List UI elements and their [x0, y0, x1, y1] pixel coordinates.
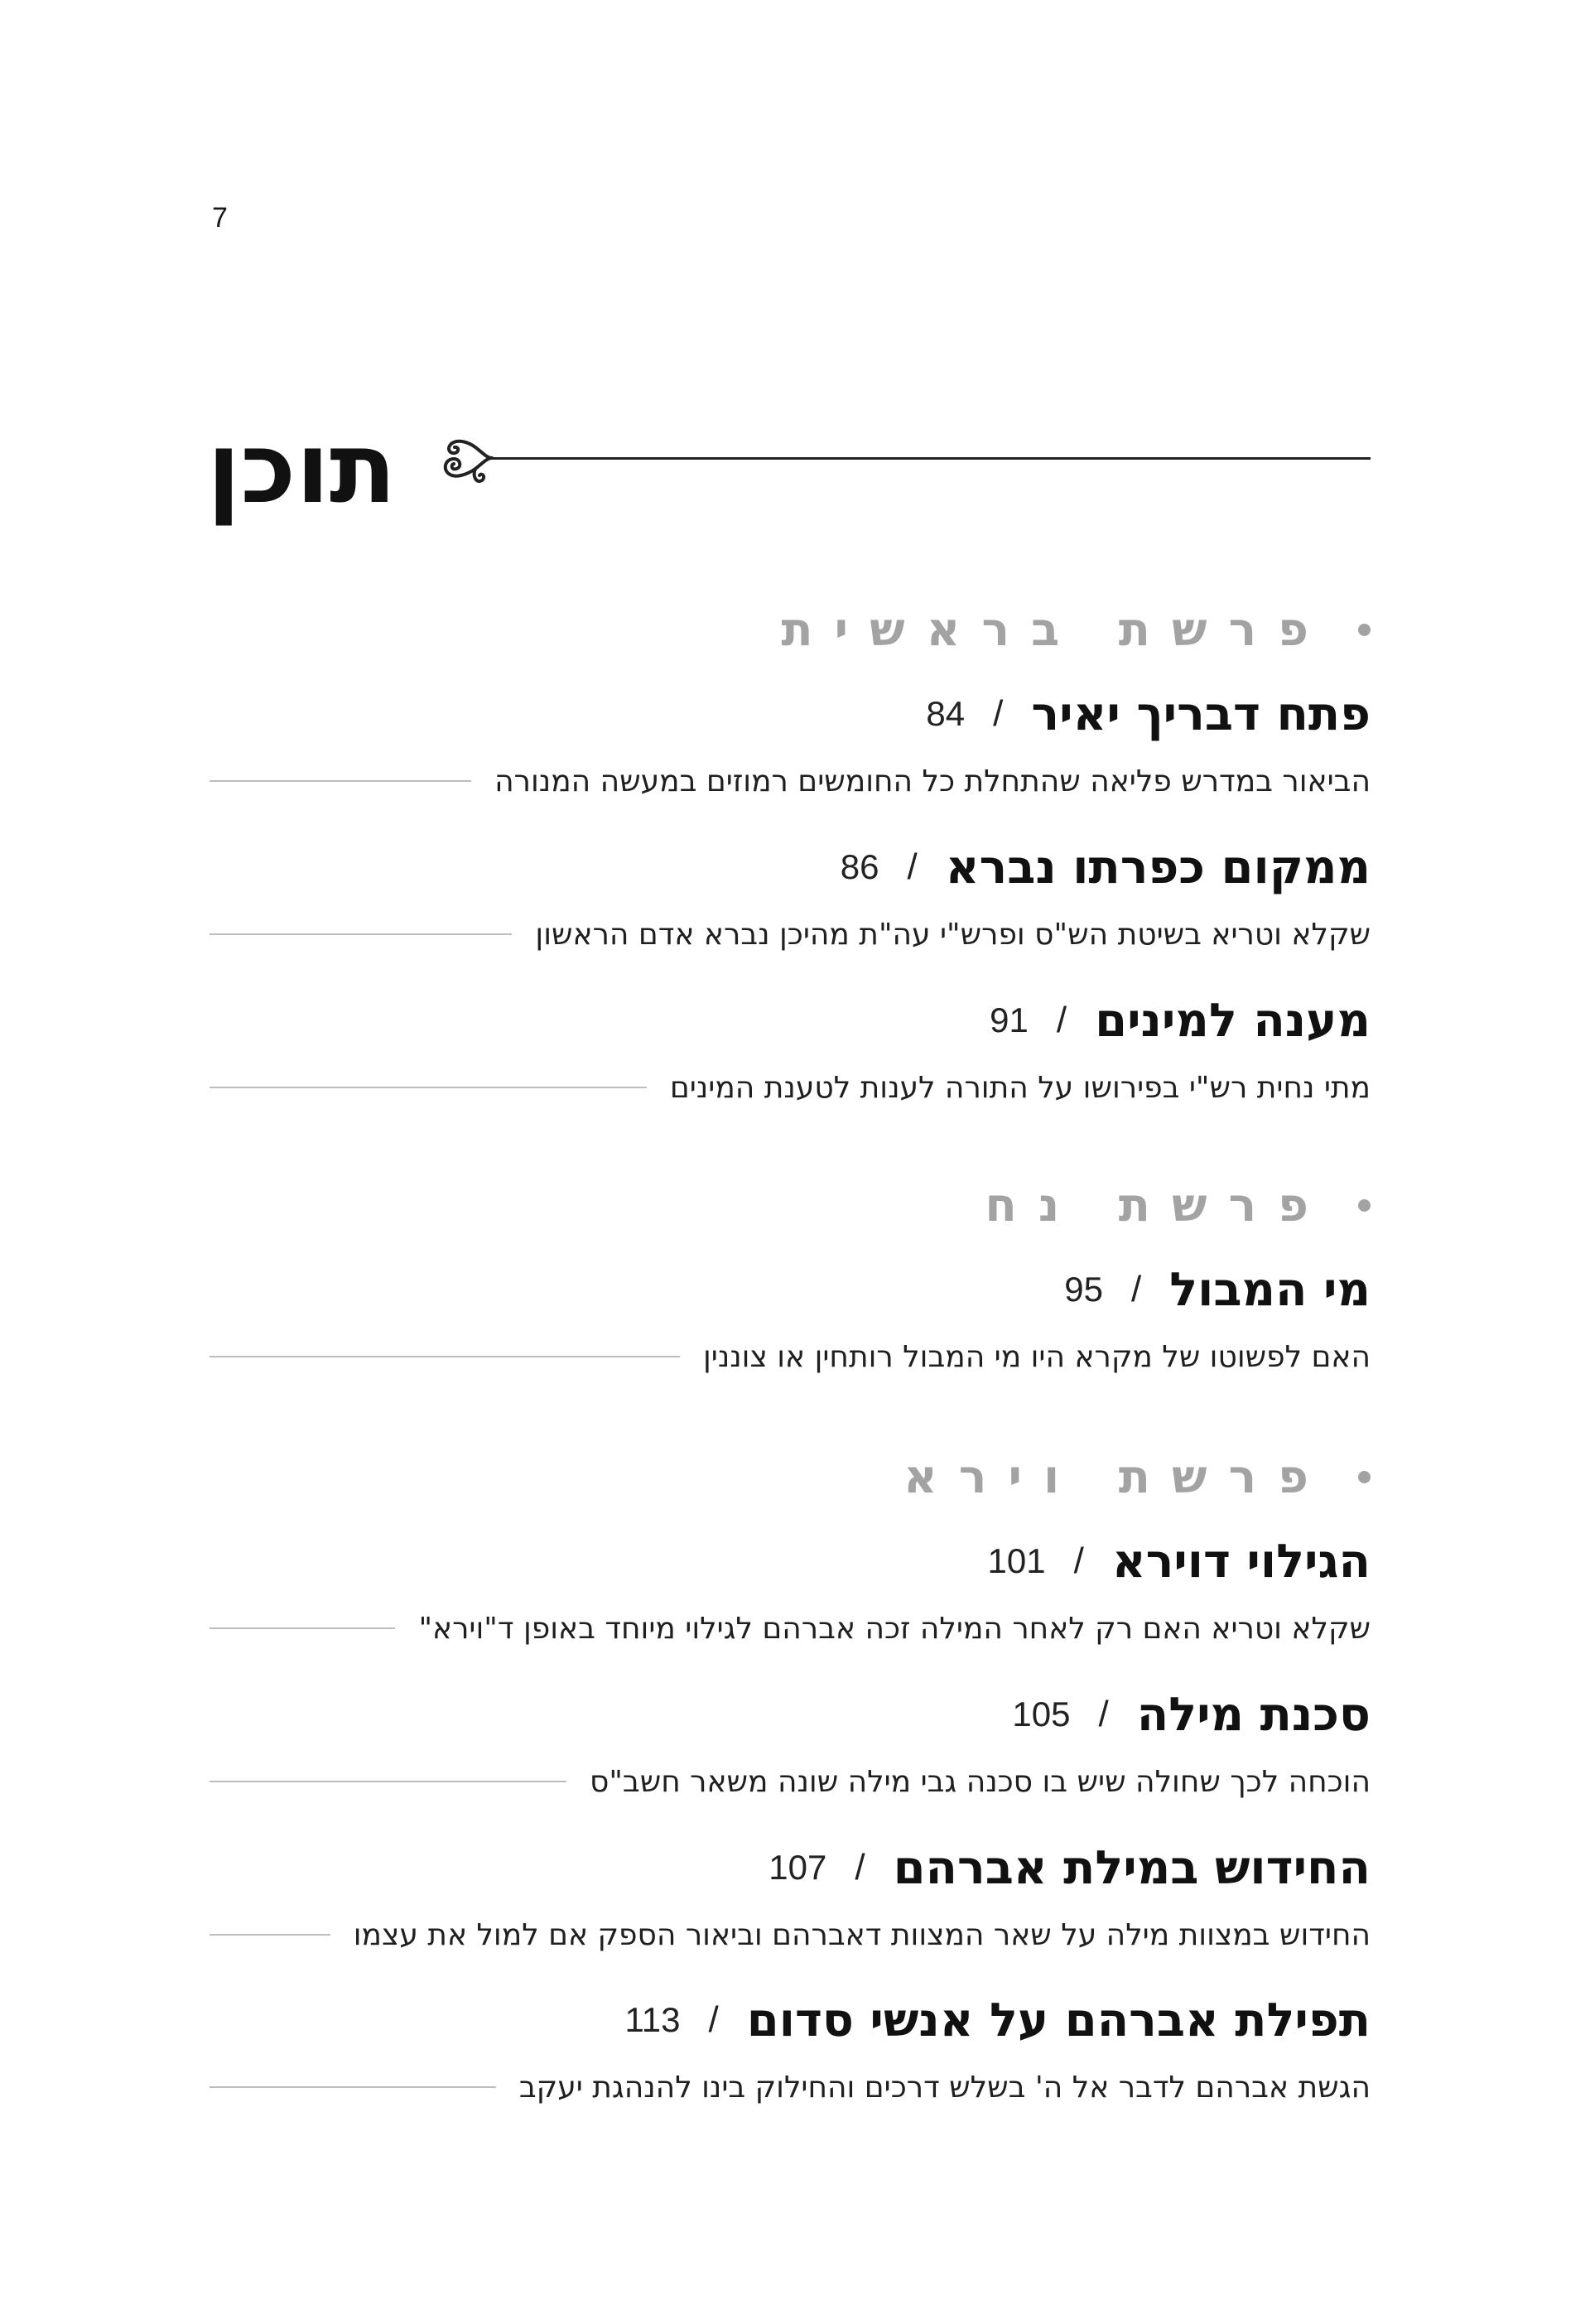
entry-page-number: 84	[926, 694, 966, 733]
toc-entry[interactable]	[210, 1682, 1371, 1815]
bullet-icon	[1358, 1199, 1371, 1212]
section-name: פרשת בראשית	[781, 602, 1330, 657]
section-header	[781, 600, 1371, 658]
leader-rule	[210, 1934, 330, 1936]
page-title: תוכן	[207, 411, 397, 525]
toc-entry[interactable]	[210, 682, 1371, 814]
slash-separator: /	[907, 846, 918, 887]
toc-entry[interactable]	[210, 835, 1371, 967]
entry-page-number: 91	[990, 1000, 1029, 1039]
entry-page-number: 86	[840, 847, 879, 886]
entry-title[interactable]: מי המבול	[1169, 1262, 1371, 1317]
entry-title[interactable]: תפילת אברהם על אנשי סדום	[746, 1993, 1371, 2047]
entry-description: החידוש במצוות מילה על שאר המצוות דאברהם וביאור הספק אם למול את עצמו	[353, 1917, 1371, 1952]
slash-separator: /	[1056, 1000, 1067, 1040]
leader-rule	[210, 1356, 680, 1357]
flourish-icon	[439, 431, 499, 489]
slash-separator: /	[855, 1847, 865, 1888]
toc-entry[interactable]	[210, 988, 1371, 1121]
page-number: 7	[212, 202, 228, 234]
entry-page-number: 113	[624, 2000, 681, 2039]
toc-entry[interactable]	[210, 1529, 1371, 1661]
leader-rule	[210, 2086, 496, 2088]
slash-separator: /	[993, 693, 1004, 734]
entry-description: הגשת אברהם לדבר אל ה' בשלש דרכים והחילוק בינו להנהגת יעקב	[518, 2070, 1371, 2105]
entry-description: האם לפשוטו של מקרא היו מי המבול רותחין או צוננין	[702, 1339, 1371, 1374]
entry-description: הוכחה לכך שחולה שיש בו סכנה גבי מילה שונה משאר חשב"ס	[589, 1764, 1371, 1799]
toc-entry[interactable]	[210, 1988, 1371, 2120]
entry-page-number: 105	[1012, 1695, 1071, 1733]
entry-title[interactable]: החידוש במילת אברהם	[893, 1840, 1371, 1895]
title-row	[207, 406, 1371, 530]
slash-separator: /	[1073, 1540, 1084, 1581]
section-name: פרשת וירא	[903, 1449, 1330, 1504]
entry-page-number: 107	[768, 1848, 827, 1887]
entry-title[interactable]: מענה למינים	[1095, 993, 1371, 1048]
entry-description: שקלא וטריא האם רק לאחר המילה זכה אברהם לגילוי מיוחד באופן ד"וירא"	[418, 1611, 1371, 1646]
section-name: פרשת נח	[985, 1178, 1330, 1232]
bullet-icon	[1358, 1471, 1371, 1483]
entry-description: הביאור במדרש פליאה שהתחלת כל החומשים רמוזים במעשה המנורה	[494, 764, 1371, 798]
entry-page-number: 101	[987, 1541, 1046, 1580]
toc-entry[interactable]	[210, 1257, 1371, 1390]
entry-title[interactable]: פתח דבריך יאיר	[1031, 687, 1371, 741]
entry-title[interactable]: הגילוי דוירא	[1111, 1534, 1371, 1589]
entry-page-number: 95	[1064, 1270, 1103, 1309]
entry-description: שקלא וטריא בשיטת הש"ס ופרש"י עה"ת מהיכן נברא אדם הראשון	[535, 917, 1371, 952]
leader-rule	[210, 1781, 566, 1782]
slash-separator: /	[708, 1999, 719, 2040]
slash-separator: /	[1131, 1269, 1142, 1309]
entry-title[interactable]: סכנת מילה	[1136, 1687, 1371, 1742]
section-header	[903, 1448, 1371, 1506]
leader-rule	[210, 933, 512, 935]
section-header	[985, 1176, 1371, 1234]
leader-rule	[210, 780, 471, 782]
entry-title[interactable]: ממקום כפרתו נברא	[945, 840, 1371, 894]
leader-rule	[210, 1627, 395, 1629]
title-rule	[493, 457, 1371, 460]
slash-separator: /	[1098, 1694, 1109, 1734]
entry-description: מתי נחית רש"י בפירושו על התורה לענות לטענת המינים	[669, 1070, 1371, 1105]
toc-entry[interactable]	[210, 1835, 1371, 1968]
leader-rule	[210, 1087, 647, 1088]
bullet-icon	[1358, 624, 1371, 636]
